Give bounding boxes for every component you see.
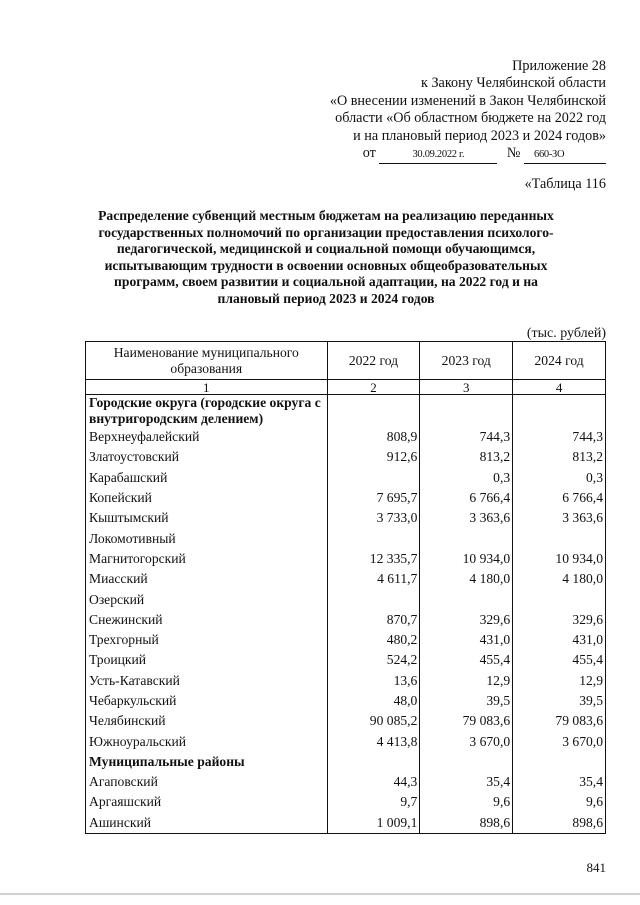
table-section-row	[86, 395, 606, 428]
value-2022: 44,3	[327, 772, 420, 792]
value-2023: 898,6	[420, 813, 513, 834]
subventions-table	[85, 341, 606, 834]
table-row	[86, 691, 606, 711]
value-2024: 0,3	[513, 468, 606, 488]
table-header-row	[86, 342, 606, 380]
table-row	[86, 589, 606, 609]
municipality-name: Ашинский	[86, 813, 328, 834]
value-2024: 329,6	[513, 610, 606, 630]
value-2022: 13,6	[327, 671, 420, 691]
column-number-1: 1	[86, 380, 328, 395]
empty-cell	[420, 395, 513, 428]
value-2023: 4 180,0	[420, 569, 513, 589]
from-label: от	[362, 145, 376, 162]
value-2022: 3 733,0	[327, 508, 420, 528]
municipality-name: Златоустовский	[86, 447, 328, 467]
header-municipality: Наименование муниципального образования	[86, 342, 328, 380]
municipality-name: Верхнеуфалейский	[86, 427, 328, 447]
value-2024: 3 670,0	[513, 731, 606, 751]
value-2023: 744,3	[420, 427, 513, 447]
column-number-3: 3	[420, 380, 513, 395]
value-2023: 3 363,6	[420, 508, 513, 528]
empty-cell	[327, 395, 420, 428]
value-2022: 4 413,8	[327, 731, 420, 751]
value-2024: 455,4	[513, 650, 606, 670]
value-2022: 12 335,7	[327, 549, 420, 569]
empty-cell	[327, 752, 420, 772]
value-2024: 898,6	[513, 813, 606, 834]
municipality-name: Магнитогорский	[86, 549, 328, 569]
value-2023: 10 934,0	[420, 549, 513, 569]
table-row	[86, 569, 606, 589]
value-2022: 90 085,2	[327, 711, 420, 731]
page-number: 841	[586, 860, 606, 875]
number-label: №	[506, 145, 521, 162]
value-2023: 813,2	[420, 447, 513, 467]
table-row	[86, 427, 606, 447]
value-2022: 1 009,1	[327, 813, 420, 834]
value-2024: 39,5	[513, 691, 606, 711]
scan-edge-divider	[0, 893, 640, 895]
table-row	[86, 630, 606, 650]
table-row	[86, 813, 606, 834]
municipality-name: Агаповский	[86, 772, 328, 792]
table-body	[86, 395, 606, 834]
value-2022: 808,9	[327, 427, 420, 447]
value-2024: 813,2	[513, 447, 606, 467]
value-2023: 35,4	[420, 772, 513, 792]
value-2023: 39,5	[420, 691, 513, 711]
value-2022: 480,2	[327, 630, 420, 650]
municipality-name: Южноуральский	[86, 731, 328, 751]
table-section-row	[86, 752, 606, 772]
table-row	[86, 711, 606, 731]
table-row	[86, 792, 606, 812]
table-row	[86, 731, 606, 751]
header-2024: 2024 год	[513, 342, 606, 380]
empty-cell	[513, 395, 606, 428]
value-2022	[327, 589, 420, 609]
appendix-line-1: Приложение 28	[512, 58, 606, 74]
municipality-name: Копейский	[86, 488, 328, 508]
value-2024: 10 934,0	[513, 549, 606, 569]
value-2023: 9,6	[420, 792, 513, 812]
value-2024	[513, 528, 606, 548]
appendix-line-2: к Закону Челябинской области	[421, 75, 606, 92]
value-2023	[420, 528, 513, 548]
table-reference: «Таблица 116	[524, 176, 606, 192]
value-2023: 0,3	[420, 468, 513, 488]
municipality-name: Аргаяшский	[86, 792, 328, 812]
table-row	[86, 447, 606, 467]
column-number-4: 4	[513, 380, 606, 395]
value-2023	[420, 589, 513, 609]
value-2022: 4 611,7	[327, 569, 420, 589]
table-row	[86, 508, 606, 528]
value-2022: 48,0	[327, 691, 420, 711]
value-2024: 4 180,0	[513, 569, 606, 589]
column-number-row	[86, 380, 606, 395]
table-row	[86, 772, 606, 792]
law-date: 30.09.2022 г.	[379, 146, 497, 164]
value-2024: 431,0	[513, 630, 606, 650]
value-2023: 79 083,6	[420, 711, 513, 731]
municipality-name: Чебаркульский	[86, 691, 328, 711]
table-row	[86, 650, 606, 670]
empty-cell	[513, 752, 606, 772]
value-2023: 455,4	[420, 650, 513, 670]
value-2022: 7 695,7	[327, 488, 420, 508]
value-2024: 3 363,6	[513, 508, 606, 528]
value-2024: 6 766,4	[513, 488, 606, 508]
value-2024: 35,4	[513, 772, 606, 792]
units-label: (тыс. рублей)	[526, 326, 606, 341]
municipality-name: Миасский	[86, 569, 328, 589]
municipality-name: Озерский	[86, 589, 328, 609]
value-2024: 9,6	[513, 792, 606, 812]
table-row	[86, 549, 606, 569]
value-2022	[327, 528, 420, 548]
law-date-number-line	[363, 145, 606, 164]
table-row	[86, 468, 606, 488]
value-2022: 870,7	[327, 610, 420, 630]
value-2023: 6 766,4	[420, 488, 513, 508]
column-number-2: 2	[327, 380, 420, 395]
law-number: 660-ЗО	[524, 146, 606, 164]
section-heading: Муниципальные районы	[86, 752, 328, 772]
empty-cell	[420, 752, 513, 772]
appendix-line-5: и на плановый период 2023 и 2024 годов»	[353, 127, 606, 144]
municipality-name: Троицкий	[86, 650, 328, 670]
header-2022: 2022 год	[327, 342, 420, 380]
value-2023: 431,0	[420, 630, 513, 650]
value-2023: 3 670,0	[420, 731, 513, 751]
table-row	[86, 610, 606, 630]
appendix-line-4: области «Об областном бюджете на 2022 год	[335, 110, 606, 127]
municipality-name: Трехгорный	[86, 630, 328, 650]
document-title: Распределение субвенций местным бюджетам на реализацию переданных государственных полномочий по организации предоставления психолого-педагогической, медицинской и социальной помощи обучающимся, испытывающим трудности в освоении основных общеобразовательных программ, своем развитии и социальной адаптации, на 2022 год и на плановый период 2023 и 2024 годов	[98, 208, 554, 306]
table-row	[86, 671, 606, 691]
value-2024: 744,3	[513, 427, 606, 447]
municipality-name: Локомотивный	[86, 528, 328, 548]
section-heading: Городские округа (городские округа с внутригородским делением)	[86, 395, 328, 428]
municipality-name: Снежинский	[86, 610, 328, 630]
value-2023: 12,9	[420, 671, 513, 691]
appendix-line-3: «О внесении изменений в Закон Челябинской	[329, 92, 606, 109]
value-2024: 79 083,6	[513, 711, 606, 731]
value-2022	[327, 468, 420, 488]
value-2023: 329,6	[420, 610, 513, 630]
appendix-header	[330, 58, 606, 164]
municipality-name: Челябинский	[86, 711, 328, 731]
value-2024	[513, 589, 606, 609]
table-row	[86, 528, 606, 548]
municipality-name: Усть-Катавский	[86, 671, 328, 691]
value-2022: 9,7	[327, 792, 420, 812]
value-2024: 12,9	[513, 671, 606, 691]
municipality-name: Карабашский	[86, 468, 328, 488]
value-2022: 912,6	[327, 447, 420, 467]
municipality-name: Кыштымский	[86, 508, 328, 528]
table-row	[86, 488, 606, 508]
header-2023: 2023 год	[420, 342, 513, 380]
value-2022: 524,2	[327, 650, 420, 670]
